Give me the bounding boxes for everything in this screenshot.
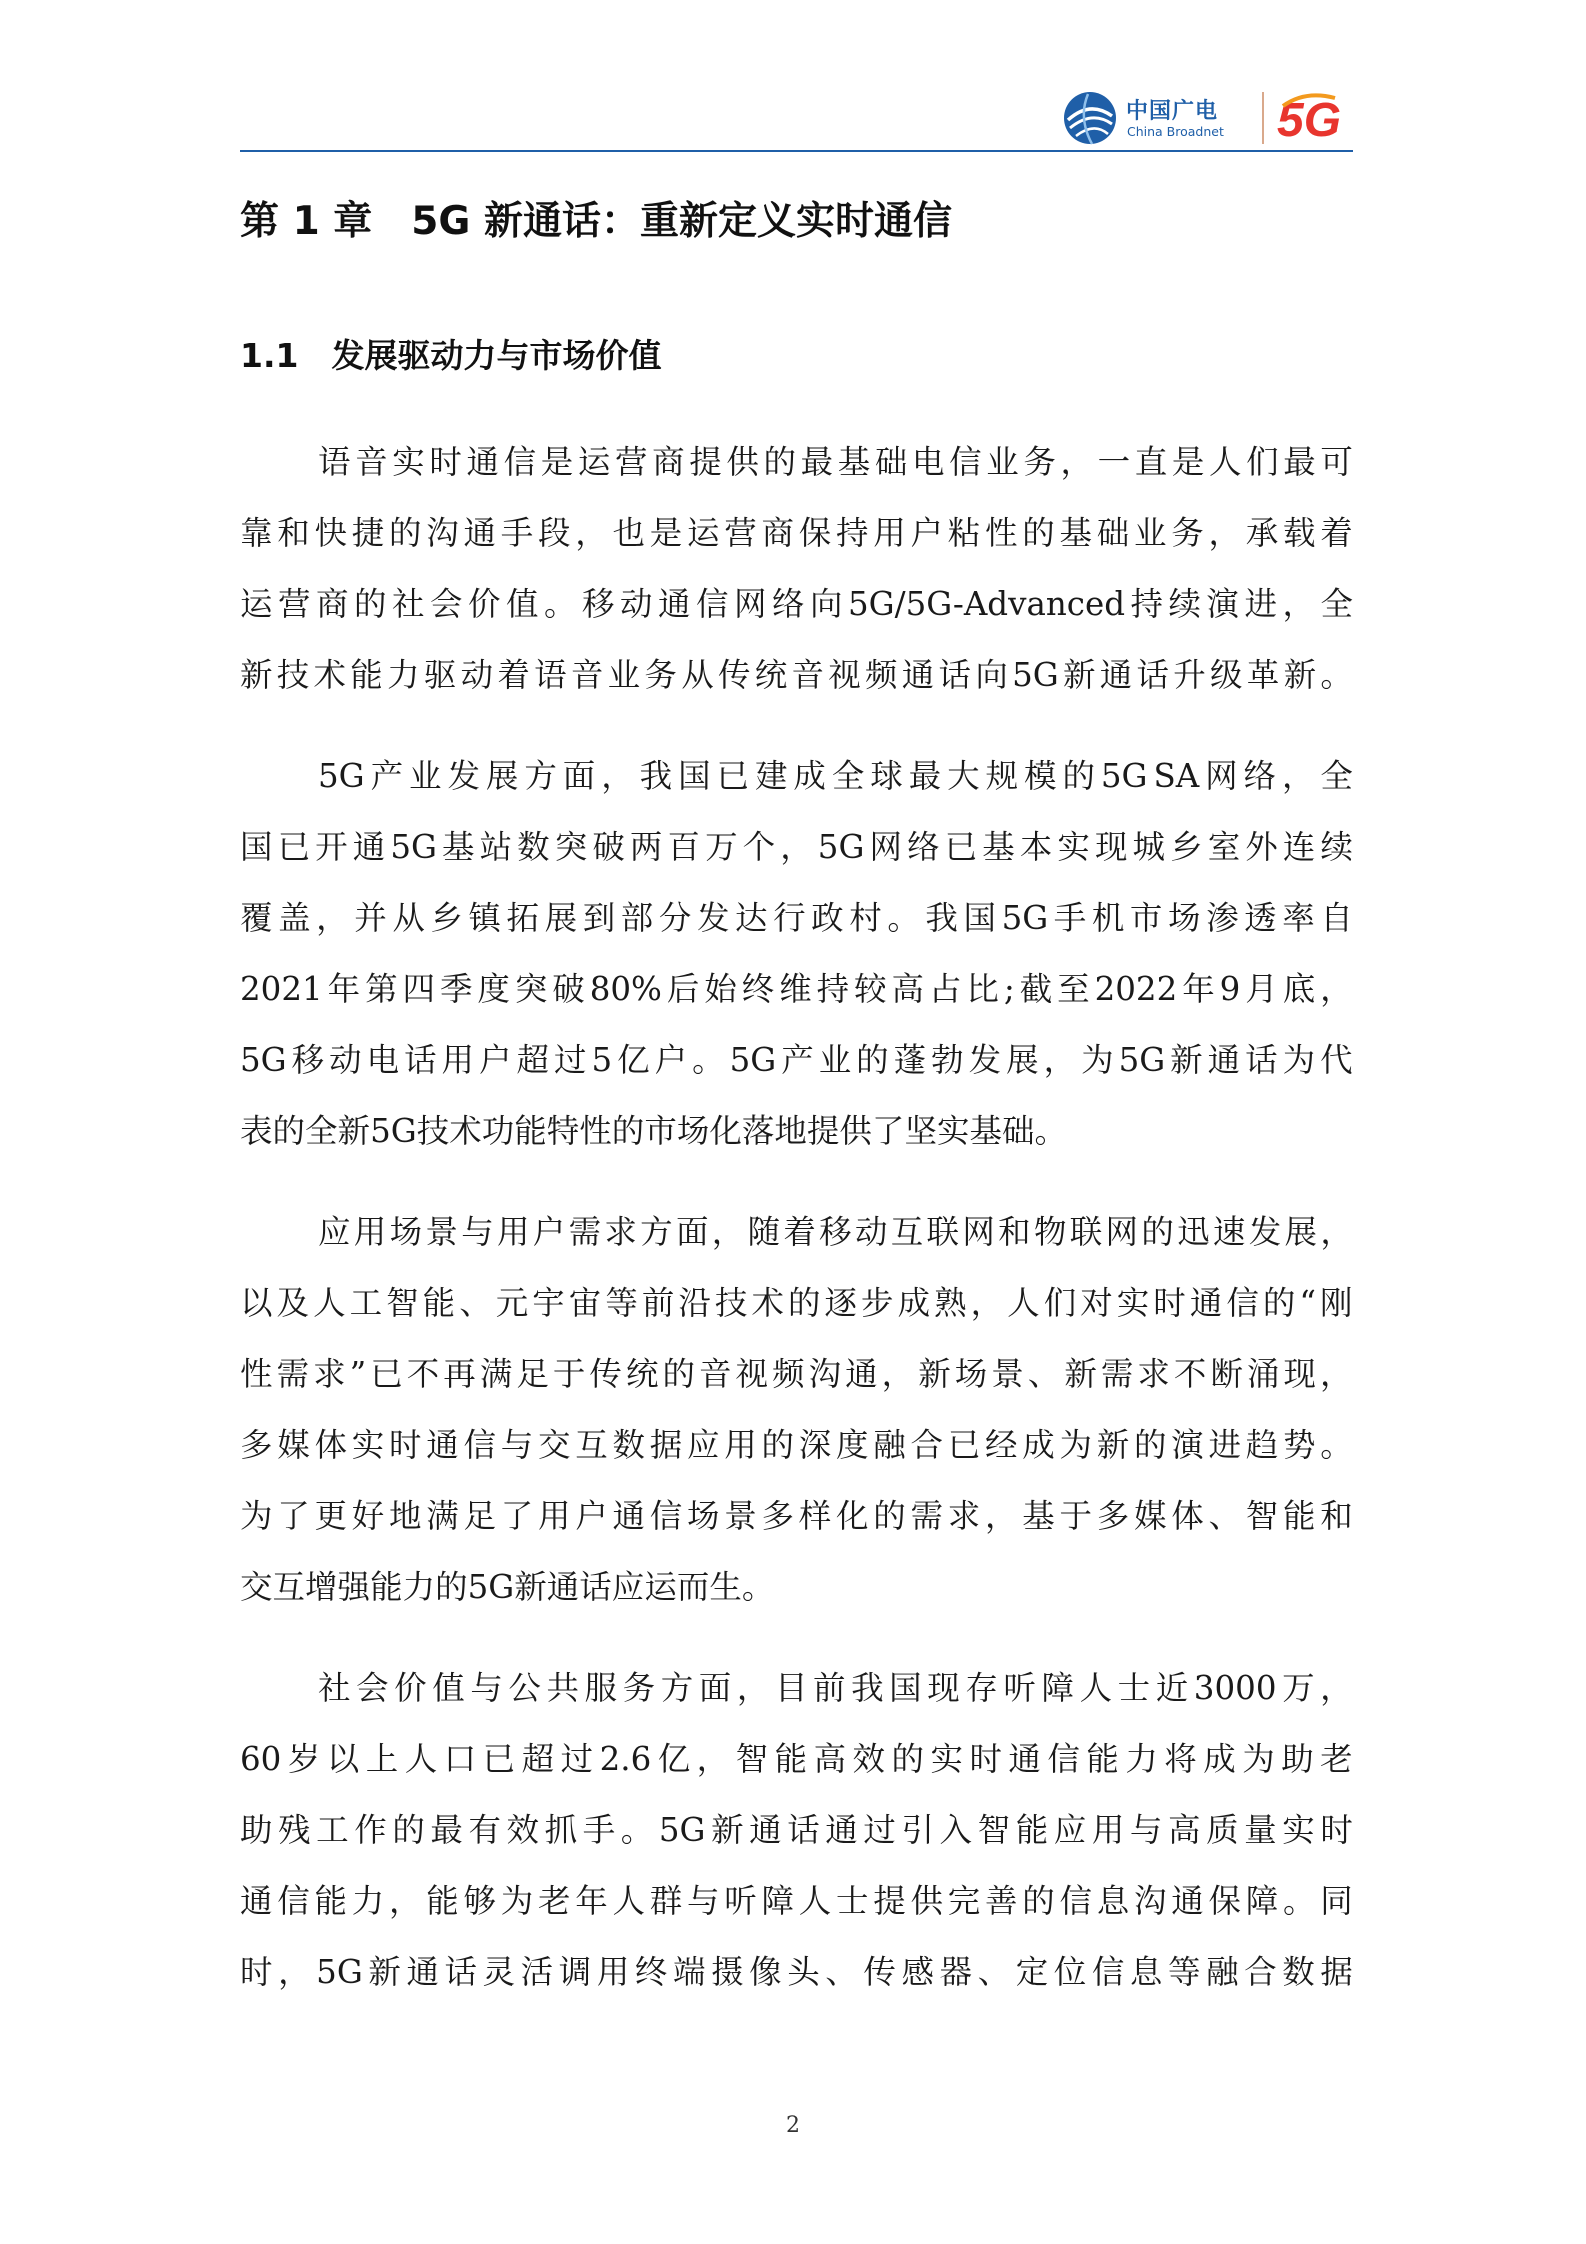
text-line: 应 用 场 景 与 用 户 需 求 方 面 ， 随 着 移 动 互 联 网 和 物 联 网 的 迅 速 发 展 ，	[318, 1213, 1353, 1251]
text-line: 60 岁 以 上 人 口 已 超 过 2.6 亿 ， 智 能 高 效 的 实 时 通 信 能 力 将 成 为 助 老	[240, 1740, 1353, 1778]
text-line: 语 音 实 时 通 信 是 运 营 商 提 供 的 最 基 础 电 信 业 务 ， 一 直 是 人 们 最 可	[318, 443, 1353, 481]
text-line: 为 了 更 好 地 满 足 了 用 户 通 信 场 景 多 样 化 的 需 求 ， 基 于 多 媒 体 、 智 能 和	[240, 1497, 1353, 1535]
section-title: 1.1 发展驱动力与市场价值	[240, 336, 662, 375]
chapter-title: 第 1 章 5G 新通话：重新定义实时通信	[240, 199, 953, 244]
text-line: 交 互 增 强 能 力 的 5G 新 通 话 应 运 而 生 。	[240, 1568, 775, 1606]
text-line: 以 及 人 工 智 能 、 元 宇 宙 等 前 沿 技 术 的 逐 步 成 熟 ， 人 们 对 实 时 通 信 的 “ 刚	[240, 1284, 1353, 1322]
text-line: 覆 盖 ， 并 从 乡 镇 拓 展 到 部 分 发 达 行 政 村 。 我 国 5G 手 机 市 场 渗 透 率 自	[240, 899, 1353, 937]
text-line: 多 媒 体 实 时 通 信 与 交 互 数 据 应 用 的 深 度 融 合 已 经 成 为 新 的 演 进 趋 势 。	[240, 1426, 1353, 1464]
text-line: 5G 产 业 发 展 方 面 ， 我 国 已 建 成 全 球 最 大 规 模 的 5G SA 网 络 ， 全	[318, 757, 1353, 795]
5g-badge-text: 5G	[1277, 94, 1342, 147]
text-line: 靠 和 快 捷 的 沟 通 手 段 ， 也 是 运 营 商 保 持 用 户 粘 性 的 基 础 业 务 ， 承 载 着	[240, 514, 1353, 552]
china-broadnet-globe-icon	[1062, 90, 1118, 146]
text-line: 表 的 全 新 5G 技 术 功 能 特 性 的 市 场 化 落 地 提 供 了 坚 实 基 础 。	[240, 1112, 1068, 1150]
text-line: 通 信 能 力 ， 能 够 为 老 年 人 群 与 听 障 人 士 提 供 完 善 的 信 息 沟 通 保 障 。 同	[240, 1882, 1353, 1920]
text-line: 国 已 开 通 5G 基 站 数 突 破 两 百 万 个 ， 5G 网 络 已 基 本 实 现 城 乡 室 外 连 续	[240, 828, 1353, 866]
page-number: 2	[786, 2113, 800, 2138]
header-rule	[240, 150, 1353, 152]
brand-name-cn: 中国广电	[1126, 99, 1219, 124]
brand-name-en: China Broadnet	[1127, 124, 1224, 139]
text-line: 助 残 工 作 的 最 有 效 抓 手 。 5G 新 通 话 通 过 引 入 智 能 应 用 与 高 质 量 实 时	[240, 1811, 1353, 1849]
text-line: 运 营 商 的 社 会 价 值 。 移 动 通 信 网 络 向 5G/5G-Advanced 持 续 演 进 ， 全	[240, 585, 1353, 623]
text-line: 5G 移 动 电 话 用 户 超 过 5 亿 户 。 5G 产 业 的 蓬 勃 发 展 ， 为 5G 新 通 话 为 代	[240, 1041, 1353, 1079]
text-line: 性 需 求 ” 已 不 再 满 足 于 传 统 的 音 视 频 沟 通 ， 新 场 景 、 新 需 求 不 断 涌 现 ，	[240, 1355, 1353, 1393]
text-line: 时 ， 5G 新 通 话 灵 活 调 用 终 端 摄 像 头 、 传 感 器 、 定 位 信 息 等 融 合 数 据	[240, 1953, 1353, 1991]
text-line: 2021 年 第 四 季 度 突 破 80% 后 始 终 维 持 较 高 占 比 ; 截 至 2022 年 9 月 底 ，	[240, 970, 1353, 1008]
text-line: 社 会 价 值 与 公 共 服 务 方 面 ， 目 前 我 国 现 存 听 障 人 士 近 3000 万 ，	[318, 1669, 1353, 1707]
5g-badge-icon	[1275, 86, 1357, 148]
text-line: 新 技 术 能 力 驱 动 着 语 音 业 务 从 传 统 音 视 频 通 话 向 5G 新 通 话 升 级 革 新 。	[240, 656, 1353, 694]
header-logo-divider	[1262, 92, 1264, 144]
